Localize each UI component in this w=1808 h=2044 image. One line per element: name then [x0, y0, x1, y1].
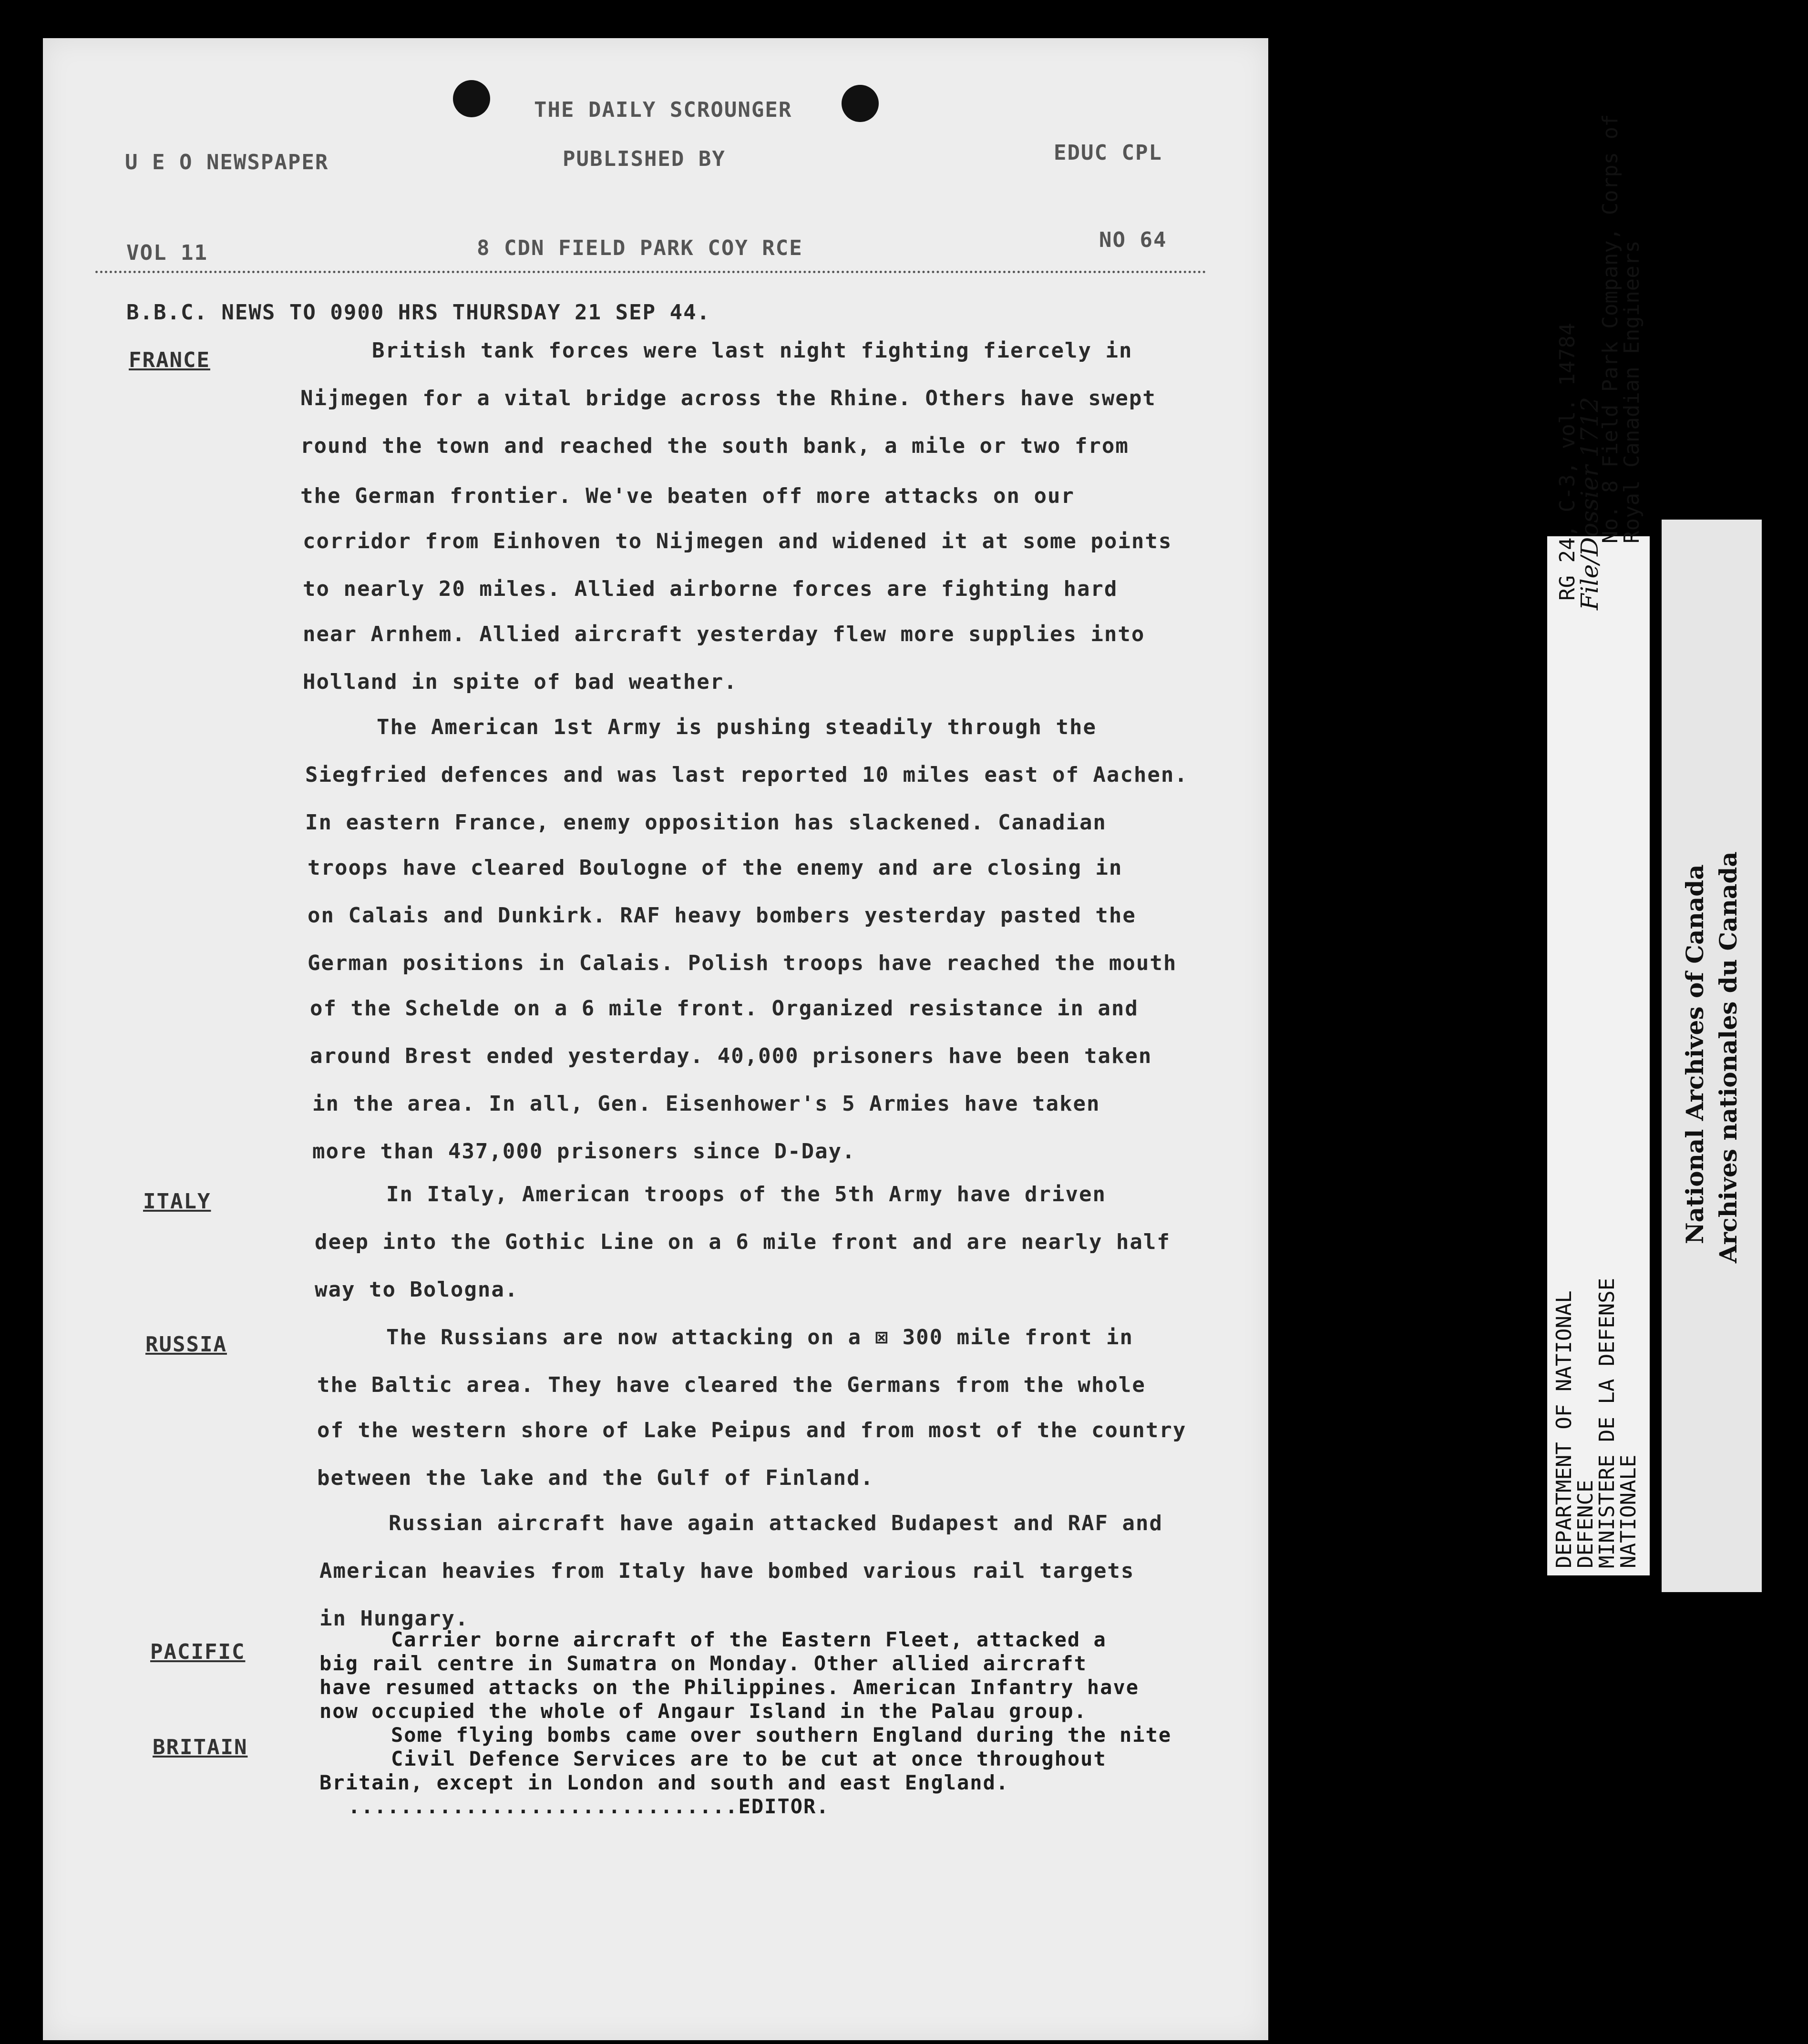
issue-number: NO 64	[1099, 228, 1167, 252]
archive-label-national-archives	[1662, 520, 1762, 1592]
label-line: MINISTERE DE LA DEFENSE	[1595, 1278, 1619, 1568]
text-line: The Russians are now attacking on a ⊠ 300 mile front in	[386, 1325, 1133, 1349]
text-line: In Italy, American troops of the 5th Army have driven	[386, 1182, 1106, 1206]
header-left: U E O NEWSPAPER	[125, 150, 329, 174]
header-center: PUBLISHED BY	[563, 147, 726, 171]
text-line: big rail centre in Sumatra on Monday. Other allied aircraft	[319, 1652, 1087, 1675]
text-line: of the Schelde on a 6 mile front. Organized resistance in and	[310, 996, 1139, 1021]
text-line: have resumed attacks on the Philippines. American Infantry have	[319, 1676, 1140, 1699]
text-line: Britain, except in London and south and east England.	[319, 1771, 1009, 1794]
text-line: Siegfried defences and was last reported 10 miles east of Aachen.	[305, 763, 1188, 787]
label-line: Archives nationales du Canada	[1714, 851, 1742, 1263]
text-line: to nearly 20 miles. Allied airborne forces are fighting hard	[303, 577, 1118, 601]
text-line: deep into the Gothic Line on a 6 mile front and are nearly half	[315, 1230, 1171, 1254]
unit-name: 8 CDN FIELD PARK COY RCE	[477, 236, 803, 260]
header-rule	[95, 271, 1206, 273]
newspaper-title: THE DAILY SCROUNGER	[534, 98, 792, 122]
text-line: Carrier borne aircraft of the Eastern Fleet, attacked a	[391, 1628, 1107, 1651]
text-line: more than 437,000 prisoners since D-Day.	[312, 1139, 856, 1164]
text-line: American heavies from Italy have bombed various rail targets	[319, 1559, 1135, 1583]
text-line: corridor from Einhoven to Nijmegen and widened it at some points	[303, 529, 1172, 553]
text-line: near Arnhem. Allied aircraft yesterday flew more supplies into	[303, 622, 1145, 646]
heading-russia: RUSSIA	[145, 1332, 227, 1357]
punch-hole-right	[842, 85, 879, 122]
text-line: British tank forces were last night fighting fiercely in	[372, 338, 1133, 363]
label-line: RG 24, C-3, vol. 14784	[1555, 323, 1580, 601]
dateline: B.B.C. NEWS TO 0900 HRS THURSDAY 21 SEP 44.	[126, 300, 711, 325]
label-line: Royal Canadian Engineers	[1620, 240, 1644, 543]
text-line: In eastern France, enemy opposition has slackened. Canadian	[305, 810, 1107, 835]
text-line: troops have cleared Boulogne of the enemy and are closing in	[308, 856, 1123, 880]
archive-label-department	[1547, 536, 1650, 1575]
heading-italy: ITALY	[143, 1189, 211, 1214]
text-line: Some flying bombs came over southern England during the nite	[391, 1723, 1172, 1747]
label-line: NATIONALE	[1616, 1454, 1641, 1568]
punch-hole-left	[453, 80, 490, 117]
text-line: Nijmegen for a vital bridge across the Rhine. Others have swept	[300, 386, 1156, 410]
label-line: DEPARTMENT OF NATIONAL	[1552, 1290, 1576, 1568]
handwritten-file-number: File/Dossier 1712	[1576, 397, 1603, 610]
text-line: around Brest ended yesterday. 40,000 prisoners have been taken	[310, 1044, 1152, 1068]
text-line: German positions in Calais. Polish troops have reached the mouth	[308, 951, 1177, 975]
text-line: way to Bologna.	[315, 1278, 519, 1302]
text-line: on Calais and Dunkirk. RAF heavy bombers yesterday pasted the	[308, 903, 1136, 928]
text-line: in the area. In all, Gen. Eisenhower's 5 Armies have taken	[312, 1092, 1100, 1116]
heading-britain: BRITAIN	[153, 1735, 248, 1759]
label-line: National Archives of Canada	[1681, 864, 1709, 1244]
text-line: now occupied the whole of Angaur Island in the Palau group.	[319, 1699, 1087, 1723]
text-line: Russian aircraft have again attacked Budapest and RAF and	[389, 1511, 1163, 1535]
text-line: between the lake and the Gulf of Finland.	[317, 1466, 874, 1490]
volume: VOL 11	[126, 241, 208, 265]
text-line: Civil Defence Services are to be cut at once throughout	[391, 1747, 1107, 1770]
label-line: DEFENCE	[1573, 1480, 1598, 1568]
text-line: the Baltic area. They have cleared the Germans from the whole	[317, 1373, 1146, 1397]
label-line: No. 8 Field Park Company, Corps of	[1598, 114, 1623, 543]
heading-france: FRANCE	[129, 348, 210, 372]
heading-pacific: PACIFIC	[150, 1640, 246, 1664]
text-line: the German frontier. We've beaten off more attacks on our	[300, 484, 1075, 508]
text-line: Holland in spite of bad weather.	[303, 670, 738, 694]
text-line: round the town and reached the south bank, a mile or two from	[300, 434, 1129, 458]
text-line: in Hungary.	[319, 1606, 469, 1631]
text-line: The American 1st Army is pushing steadily through the	[377, 715, 1097, 739]
text-line: of the western shore of Lake Peipus and from most of the country	[317, 1418, 1187, 1442]
header-right: EDUC CPL	[1054, 141, 1162, 165]
editor-signoff: ..............................EDITOR.	[348, 1795, 830, 1818]
